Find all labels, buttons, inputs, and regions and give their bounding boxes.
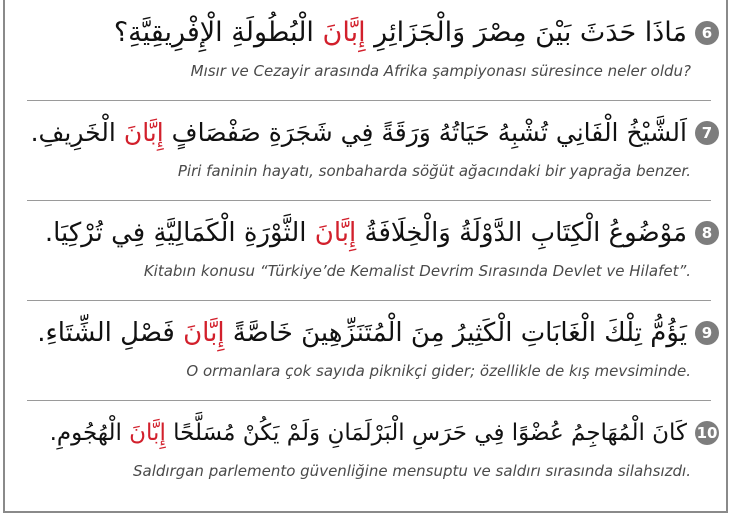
arabic-sentence-row [19, 8, 719, 58]
turkish-translation: Kitabın konusu “Türkiye’de Kemalist Devrim Sırasında Devlet ve Hilafet”. [143, 262, 691, 280]
arabic-text-after: الْبُطُولَةِ الْإِفْرِيقِيَّةِ؟ [113, 17, 323, 48]
item-divider [27, 300, 711, 301]
arabic-sentence-row [19, 308, 719, 358]
arabic-sentence [37, 308, 687, 358]
turkish-translation: Piri faninin hayatı, sonbaharda söğüt ağacındaki bir yaprağa benzer. [177, 162, 691, 180]
example-item-9 [19, 300, 719, 398]
arabic-sentence-row [19, 108, 719, 158]
highlighted-word: إِبَّانَ [183, 318, 225, 348]
arabic-text-before: اَلشَّيْخُ الْفَانِي تُشْبِهُ حَيَاتُهُ وَرَقَةً فِي شَجَرَةِ صَفْصَافٍ [163, 118, 687, 147]
example-item-7 [19, 100, 719, 198]
example-item-8 [19, 200, 719, 298]
arabic-text-after: الْهُجُومِ. [49, 420, 130, 446]
sentence-number-badge: 9 [695, 321, 719, 345]
arabic-sentence [31, 108, 687, 158]
highlighted-word: إِبَّانَ [322, 17, 366, 48]
example-item-6 [19, 0, 719, 98]
arabic-text-before: يَؤُمُّ تِلْكَ الْغَابَاتِ الْكَثِيرُ مِنَ الْمُتَنَزِّهِينَ خَاصَّةً [224, 318, 687, 348]
example-item-10 [19, 400, 719, 498]
arabic-text-after: الثَّوْرَةِ الْكَمَالِيَّةِ فِي تُرْكِيَا. [44, 218, 315, 248]
arabic-sentence [45, 208, 687, 258]
arabic-text-before: مَوْضُوعُ الْكِتَابِ الدَّوْلَةُ وَالْخِلَافَةُ [356, 218, 687, 248]
example-sentences-panel [3, 0, 728, 513]
turkish-translation: Mısır ve Cezayir arasında Afrika şampiyonası süresince neler oldu? [190, 62, 691, 80]
highlighted-word: إِبَّانَ [314, 218, 357, 248]
item-divider [27, 100, 711, 101]
sentence-number-badge: 7 [695, 121, 719, 145]
arabic-sentence-row [19, 208, 719, 258]
arabic-sentence-row [19, 408, 719, 458]
sentence-number-badge: 8 [695, 221, 719, 245]
arabic-text-before: مَاذَا حَدَثَ بَيْنَ مِصْرَ وَالْجَزَائِرِ [365, 17, 687, 48]
highlighted-word: إِبَّانَ [123, 118, 164, 147]
arabic-sentence [114, 8, 687, 58]
turkish-translation: Saldırgan parlemento güvenliğine mensuptu ve saldırı sırasında silahsızdı. [132, 462, 691, 480]
arabic-text-after: الْخَرِيفِ. [30, 118, 124, 147]
arabic-text-before: كَانَ الْمُهَاجِمُ عُضْوًا فِي حَرَسِ الْبَرْلَمَانِ وَلَمْ يَكُنْ مُسَلَّحًا [165, 420, 687, 446]
arabic-text-after: فَصْلِ الشِّتَاءِ. [37, 318, 184, 348]
sentence-number-badge: 6 [695, 21, 719, 45]
item-divider [27, 200, 711, 201]
highlighted-word: إِبَّانَ [129, 420, 166, 446]
arabic-sentence [50, 408, 687, 458]
sentence-number-badge: 10 [695, 421, 719, 445]
item-divider [27, 400, 711, 401]
turkish-translation: O ormanlara çok sayıda piknikçi gider; özellikle de kış mevsiminde. [186, 362, 691, 380]
